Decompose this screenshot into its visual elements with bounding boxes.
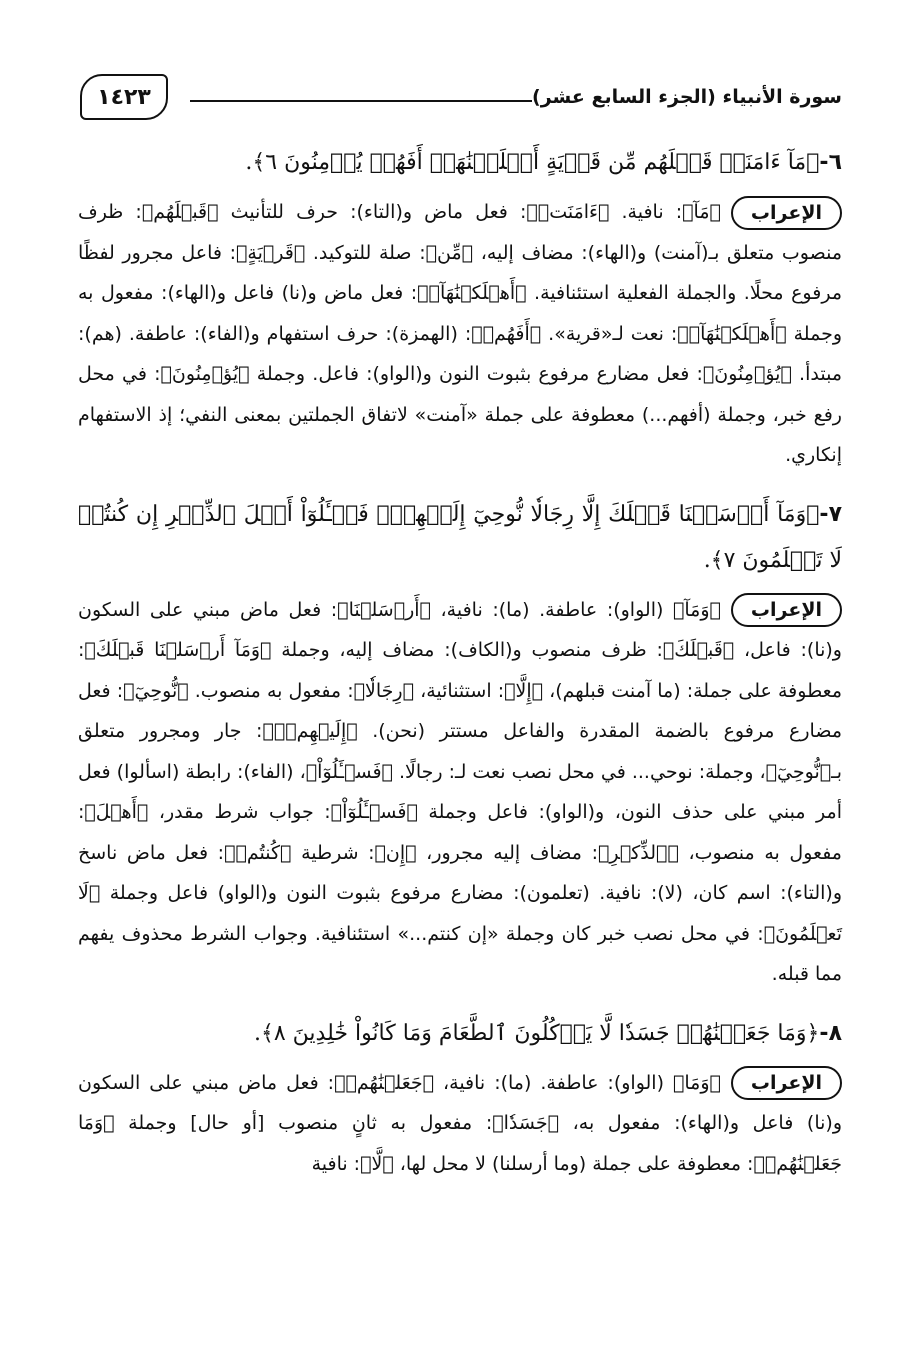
irab-text: ﴿وَمَآ﴾ (الواو): عاطفة. (ما): نافية، ﴿أَرۡسَلۡنَا﴾: فعل ماض مبني على السكون و(نا): فاعل، ﴿قَبۡلَكَ﴾: ظرف منصوب و(الكاف): مضاف إليه، وجملة ﴿وَمَآ أَرۡسَلۡنَا قَبۡلَكَ﴾: معطوفة على جملة: (ما آمنت قبلهم)، ﴿إِلَّا﴾: استثنائية، ﴿رِجَالٗا﴾: مفعول به منصوب. ﴿نُّوحِيٓ﴾: فعل مضارع مرفوع بالضمة المقدرة والفاعل مستتر (نحن). ﴿إِلَيۡهِمۡۖ﴾: جار ومجرور متعلق بـ﴿نُّوحِيٓ﴾، وجملة: نوحي... في محل نصب نعت لـ: رجالًا. ﴿فَسۡـَٔلُوٓاْ﴾، (الفاء): رابطة (اسألوا) فعل أمر مبني على حذف النون، و(الواو): فاعل وجملة ﴿فَسۡـَٔلُوٓاْ﴾: جواب شرط مقدر، ﴿أَهۡلَ﴾: مفعول به منصوب، ﴿ٱلذِّكۡرِ﴾: مضاف إليه مجرور، ﴿إِن﴾: شرطية ﴿كُنتُمۡ﴾: فعل ماض ناسخ و(التاء): اسم كان، (لا): نافية. (تعلمون): مضارع مرفوع بثبوت النون و(الواو) فاعل وجملة ﴿لَا تَعۡلَمُونَ﴾: في محل نصب خبر كان وجملة «إن كنتم...» استئنافية. وجواب الشرط محذوف يفهم مما قبله. (78, 598, 842, 985)
verse-number: ٧- (819, 501, 842, 527)
verse-6 (78, 140, 842, 186)
verse-text: ﴿وَمَآ أَرۡسَلۡنَا قَبۡلَكَ إِلَّا رِجَالٗا نُّوحِيٓ إِلَيۡهِمۡۖ فَسۡـَٔلُوٓاْ أَهۡلَ ٱلذِّكۡرِ إِن كُنتُمۡ لَا تَعۡلَمُونَ ٧﴾. (78, 501, 842, 573)
irab-text: ﴿مَآ﴾: نافية. ﴿ءَامَنَتۡ﴾: فعل ماض و(التاء): حرف للتأنيث ﴿قَبۡلَهُم﴾: ظرف منصوب متعلق بـ(آمنت) و(الهاء): مضاف إليه، ﴿مِّن﴾: صلة للتوكيد. ﴿قَرۡيَةٍ﴾: فاعل مجرور لفظًا مرفوع محلًا. والجملة الفعلية استئنافية. ﴿أَهۡلَكۡنَٰهَآۖ﴾: فعل ماض و(نا) فاعل و(الهاء): مفعول به وجملة ﴿أَهۡلَكۡنَٰهَآۖ﴾: نعت لـ«قرية». ﴿أَفَهُمۡ﴾: (الهمزة): حرف استفهام و(الفاء): عاطفة. (هم): مبتدأ. ﴿يُؤۡمِنُونَ﴾: فعل مضارع مرفوع بثبوت النون و(الواو): فاعل. وجملة ﴿يُؤۡمِنُونَ﴾: في محل رفع خبر، وجملة (أفهم...) معطوفة على جملة «آمنت» لاتفاق الجملتين بمعنى النفي؛ إذ الاستفهام إنكاري. (78, 201, 842, 466)
verse-number: ٦- (819, 150, 842, 175)
irab-label: الإعراب (731, 593, 842, 627)
page-header (80, 74, 842, 124)
irab-label: الإعراب (731, 196, 842, 230)
verse-7 (78, 492, 842, 584)
verse-8 (78, 1011, 842, 1057)
verse-number: ٨- (819, 1020, 842, 1046)
page-content (78, 140, 842, 1184)
verse-text: ﴿وَمَا جَعَلۡنَٰهُمۡ جَسَدٗا لَّا يَأۡكُلُونَ ٱلطَّعَامَ وَمَا كَانُواْ خَٰلِدِينَ ٨﴾. (253, 1020, 820, 1046)
irab-paragraph-8 (78, 1063, 842, 1185)
running-title: سورة الأنبياء (الجزء السابع عشر) (532, 86, 842, 108)
header-rule (190, 100, 532, 102)
verse-text: ﴿مَآ ءَامَنَتۡ قَبۡلَهُم مِّن قَرۡيَةٍ أَهۡلَكۡنَٰهَآۖ أَفَهُمۡ يُؤۡمِنُونَ ٦﴾. (245, 150, 820, 175)
irab-label: الإعراب (731, 1066, 842, 1100)
irab-text: ﴿وَمَا﴾ (الواو): عاطفة. (ما): نافية، ﴿جَعَلۡنَٰهُمۡ﴾: فعل ماض مبني على السكون و(نا) فاعل و(الهاء): مفعول به، ﴿جَسَدٗا﴾: مفعول به ثانٍ منصوب [أو حال] وجملة ﴿وَمَا جَعَلۡنَٰهُمۡ﴾: معطوفة على جملة (وما أرسلنا) لا محل لها، ﴿لَّا﴾: نافية (78, 1071, 842, 1175)
irab-paragraph-7 (78, 590, 842, 995)
page-number: ١٤٢٣ (80, 74, 168, 120)
irab-paragraph-6 (78, 192, 842, 476)
